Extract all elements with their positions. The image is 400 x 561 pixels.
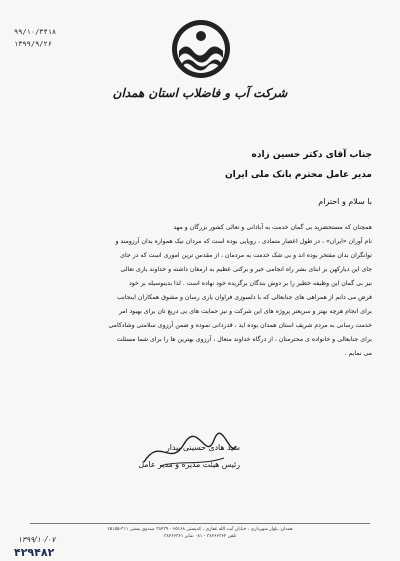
letter-number: ۹۹/۱۰/۳۴۱۸ (14, 28, 57, 36)
recipient-title: مدیر عامل محترم بانک ملی ایران (224, 170, 372, 180)
received-stamp-number: ۴۲۹۴۸۲ (14, 546, 55, 559)
body-line: همچنان که مستحضرید بی گمان خدمت به آبادانی و تعالی کشور بزرگان و مهد (173, 224, 372, 231)
body-line: جای این دیارکهن بر ابنای بشر راه انجامی خیر و برکتی عظیم به ارمغان داشته و خداوند باری تعالی (120, 266, 372, 273)
signatory-name: سید هادی حسینی بیدار (165, 443, 240, 452)
water-company-logo-icon (170, 18, 232, 80)
body-line: توانگران بدان مفتخر بوده اند و بی شک خدمت به مردمان ، از مقدس ترین اموری است که در جای (120, 252, 372, 259)
footer-address: همدان، بلوار شهرداری ، خیابان آیت الله غفاری ، کدپستی ۶۵۱۶۸ - ۳۸۴۳۹ صندوق پستی ۳۱۱-۶۵۱۵۵ (107, 527, 293, 532)
body-line: فرض می دانم از همراهی های جنابعالی که با دلسوزی فراوان یاری رسان و مشوق همکاران اینجانب (116, 294, 372, 301)
body-line: برای انجام هرچه بهتر و سریعتر پروژه های این شرکت و نیز حمایت های بی دریغ تان برای بهبود امر (119, 308, 372, 315)
body-line: برای جنابعالی و خانواده ی محترمتان ، از درگاه خداوند متعال ، آرزوی بهترین ها را برای شما مسئلت (116, 336, 372, 343)
letter-body (24, 221, 372, 361)
footer-contact: تلفن ۳۸۲۶۶۳۶۲ - ۰۸۱ نمابر ۳۸۲۶۶۳۶۱ (163, 534, 237, 539)
body-line: نیز بی گمان این وظیفه خطیر را بر دوش بندگان برگزیده خود نهاده است . لذا بدینوسیله بر خود (129, 280, 372, 287)
signatory-title: رئیس هیئت مدیره و مدیر عامل (138, 460, 240, 469)
letter-date: ۱۳۹۹/۹/۲۶ (14, 40, 52, 48)
organization-name: شرکت آب و فاضلاب استان همدان (112, 86, 288, 100)
body-line: نام آوران «ایران» ، در طول اعصار متمادی ، رویایی بوده است که مردان نیک همواره بدان آرزومند و (115, 238, 372, 245)
footer-divider (30, 523, 370, 524)
body-line: خدمت رسانی به مردم شریف استان همدان بوده اید ، قدردانی نموده و ضمن آرزوی سلامتی وشادکامی (108, 322, 372, 329)
recipient-name: جناب آقای دکتر حسین زاده (251, 150, 372, 160)
body-line: می نمایم . (344, 350, 372, 357)
received-stamp-date: ۱۳۹۹/۱۰/۰۷ (18, 535, 56, 544)
greeting: با سلام و احترام (318, 197, 372, 206)
